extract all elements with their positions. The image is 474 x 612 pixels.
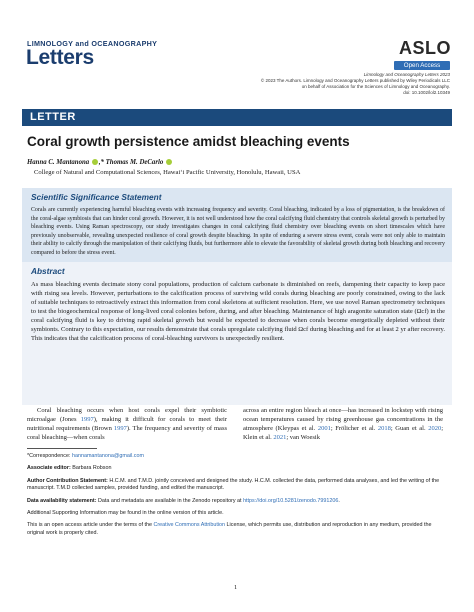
note-text: This is an open access article under the terms of the	[27, 522, 154, 529]
journal-name: Letters	[26, 46, 94, 69]
article-title: Coral growth persistence amidst bleaching events	[27, 134, 350, 149]
citation-link[interactable]: 2021	[273, 434, 287, 441]
affiliation: College of Natural and Computational Sciences, Hawai‘i Pacific University, Honolulu, Hawaii, USA	[34, 169, 301, 176]
aslo-logo: ASLO	[399, 38, 452, 58]
note-label: *Correspondence:	[27, 453, 72, 459]
footnote-divider	[27, 448, 97, 449]
note-text: Data and metadata are available in the Zenodo repository at	[98, 497, 244, 504]
article-type-bar	[22, 109, 452, 126]
contribution-note	[27, 478, 449, 493]
doi-line[interactable]: doi: 10.1002/lol2.10349	[403, 90, 450, 95]
publisher-line: on behalf of Association for the Sciences of Limnology and Oceanography.	[301, 84, 450, 89]
license-note	[27, 522, 449, 537]
email-link[interactable]: hannamantanona@gmail.com	[71, 453, 144, 459]
citation-link[interactable]: 2001	[317, 425, 331, 432]
correspondence-note	[27, 453, 449, 460]
journal-issue-line: Limnology and Oceanography Letters 2023	[363, 72, 450, 77]
author-name[interactable]: Hanna C. Mantanona	[27, 159, 90, 166]
body-text: ; Frölicher et al.	[330, 425, 378, 432]
intro-column-right	[243, 406, 443, 442]
footnotes	[27, 453, 449, 542]
license-link[interactable]: Creative Commons Attribution	[153, 522, 226, 529]
page-number: 1	[234, 584, 238, 591]
intro-column-left	[27, 406, 227, 442]
citation-link[interactable]: 2018	[377, 425, 391, 432]
body-text: ). The frequency and severity of mass coral bleaching—when corals	[27, 425, 228, 441]
zenodo-link[interactable]: https://doi.org/10.5281/zenodo.7991206	[243, 497, 339, 504]
author-name[interactable]: Thomas M. DeCarlo	[105, 159, 164, 166]
article-type-label: LETTER	[30, 111, 76, 123]
citation-link[interactable]: 2020	[428, 425, 442, 432]
body-text: across an entire region bleach at once—has increased in lockstep with rising ocean temperatures caused by rising greenhouse gas concentrations in the atmosphere (Kleypas et al.	[243, 407, 443, 432]
body-text: ; Guan et al.	[390, 425, 429, 432]
body-text: ), making it difficult for corals to meet their nutritional requirements (Brown	[27, 416, 227, 432]
journal-kicker: LIMNOLOGY and OCEANOGRAPHY	[27, 39, 158, 48]
citation-link[interactable]: 1997	[80, 416, 94, 423]
author-line	[27, 159, 173, 166]
editor-note	[27, 465, 449, 472]
significance-statement-box	[22, 188, 452, 273]
note-text: License, which permits use, distribution and reproduction in any medium, provided the original work is properly cited.	[27, 522, 432, 536]
abstract-body: As mass bleaching events decimate stony coral populations, production of calcium carbonate is diminished on reefs, dampening their capacity to keep pace with rising sea levels. However, perturbations to the calcification process of surviving wild corals during bleaching are poorly constrained, owing to the lack of suitable techniques to retroactively extract this information from coral skeletons at sufficient resolution. Here, we use novel Raman spectrometry techniques to test the biogeochemical response of long-lived coral colonies before, during, and after bleaching. Maintenance of high aragonite saturation state (Ωcf) in the coral calcifying fluid is key to driving rapid skeletal growth but would be expected to decrease when corals become energetically depleted without their symbionts. Contrary to this expectation, our results demonstrate that corals upregulate calcifying fluid Ωcf during bleaching and for at least 2 yr after recovery. This indicates that the calcification process of coral-bleaching survivors is unexpectedly resilient.	[31, 281, 445, 342]
body-text: ; Klein et al.	[243, 425, 443, 441]
publication-metadata	[220, 72, 450, 96]
note-text: Barbara Robson	[72, 465, 112, 472]
note-text: H.C.M. and T.M.D. jointly conceived and designed the study. H.C.M. collected the data, performed data analyses, and led the writing of the manuscript. T.M.D collected samples, provided funding, and edited the manuscript.	[27, 477, 440, 492]
note-label: Author Contribution Statement:	[27, 477, 110, 484]
abstract-box	[22, 262, 452, 405]
open-access-badge: Open Access	[394, 61, 450, 70]
citation-link[interactable]: 1997	[113, 425, 127, 432]
significance-body: Corals are currently experiencing harmful bleaching events with increasing frequency and severity. Coral bleaching, indicated by a loss of pigmentation, is the breakdown of the coral-algae symbiosis that can hinder coral growth. However, it is not well understood how the coral calcifying fluid chemistry that controls skeletal growth is perturbed by bleaching events. Using Raman spectroscopy, our study investigates changes in coral calcifying fluid chemistry over bleaching events on short timescales which have previously unobservable, revealing unexpected resilience of coral growth despite bleaching. In spite of enduring a severe stress event, corals were not only able to maintain their ability to calcify through the manipulation of their calcifying fluids, but furthermore able to elevate the favorability of skeletal growth during both bleaching and recovery compared to before the stress event.	[31, 207, 445, 256]
orcid-icon[interactable]	[166, 159, 172, 165]
supporting-info-note: Additional Supporting Information may be found in the online version of this article.	[27, 510, 224, 517]
note-text: .	[338, 497, 340, 504]
copyright-line: © 2023 The Authors. Limnology and Oceanography Letters published by Wiley Periodicals LLC	[260, 78, 450, 83]
significance-heading: Scientific Significance Statement	[31, 192, 162, 202]
note-label: Associate editor:	[27, 465, 73, 472]
data-availability-note	[27, 498, 449, 505]
abstract-heading: Abstract	[31, 266, 65, 276]
body-text: ; van Woesik	[286, 434, 320, 441]
body-text: Coral bleaching occurs when host corals expel their symbiotic microalgae (Jones	[27, 407, 227, 423]
author-separator: ,*	[98, 159, 106, 166]
note-label: Data availability statement:	[27, 497, 99, 504]
orcid-icon[interactable]	[92, 159, 98, 165]
